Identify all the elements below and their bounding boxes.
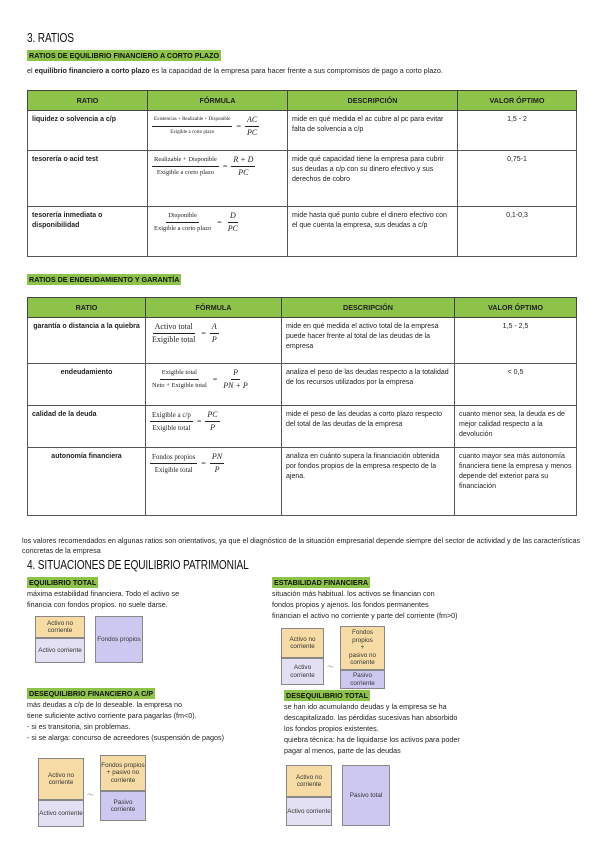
ratio-name: autonomía financiera [28,448,146,516]
ratio-optimal-value: cuanto mayor sea más autonomía financiera tiene la empresa y menos depende del exterior para su financiación [455,448,577,516]
formula-cell: $\frac{\text{Disponible}}{\text{Exigible a corto plazo}}$ = $\frac{D}{PC}$ [148,207,288,257]
ratios-table-short-term [27,90,577,257]
intro-bold: equilibrio financiero a corto plazo [34,66,150,75]
desequilibrio-total-text-2: descapitalizado. las pérdidas sucesivas han absorbido [284,713,458,722]
equilibrio-total-text-2: financia con fondos propios. no suele darse. [27,600,168,609]
formula-cell: $\frac{\text{Exigible total}}{\text{Neto + Exigible total}}$ = $\frac{P}{PN + P}$ [146,364,282,406]
table-header-row [28,91,577,111]
header-optimal-value: VALOR ÓPTIMO [455,298,577,318]
box-activo-corriente: Activo corriente [281,658,324,685]
formula-cell: $\frac{\text{Existencias + Realizable + Disponible}}{\text{Exigible a corto plazo}}$ = $\frac{AC}{PC}$ [148,111,288,151]
box-pasivo-total: Pasivo total [342,765,390,826]
box-activo-no-corriente: Activo no corriente [281,628,324,658]
box-activo-corriente: Activo corriente [286,797,332,826]
ratio-name: garantía o distancia a la quiebra [28,318,146,364]
formula-cell: $\frac{\text{Activo total}}{\text{Exigible total}}$ = $\frac{A}{P}$ [146,318,282,364]
ratio-name: endeudamiento [28,364,146,406]
header-ratio: RATIO [28,298,146,318]
equilibrio-total-text-1: máxima estabilidad financiera. Todo el activo se [27,589,180,598]
ratio-optimal-value: 0,1-0,3 [458,207,577,257]
ratio-description: analiza en cuánto supera la financiación obtenida por fondos propios de la empresa respecto de la ajena. [282,448,455,516]
ratio-optimal-value: < 0,5 [455,364,577,406]
table-header-row [28,298,577,318]
header-description: DESCRIPCIÓN [282,298,455,318]
table-row [28,406,577,448]
table-row [28,151,577,207]
formula-cell: $\frac{\text{Fondos propios}}{\text{Exigible total}}$ = $\frac{PN}{P}$ [146,448,282,516]
header-formula: FÓRMULA [148,91,288,111]
connector-icon: 〜 [87,792,94,799]
estabilidad-text-1: situación más habitual. los activos se financian con [272,589,435,598]
ratio-name: liquidez o solvencia a c/p [28,111,148,151]
heading-desequilibrio-cp: DESEQUILIBRIO FINANCIERO A C/P [29,689,154,698]
ratio-description: analiza el peso de las deudas respecto a la totalidad de los recursos utilizados por la empresa [282,364,455,406]
ratio-description: mide qué capacidad tiene la empresa para cubrir sus deudas a c/p con su dinero efectivo y sus derechos de cobro [288,151,458,207]
box-fondos-propios-pasivo-no-corriente: Fondos propios + pasivo no corriente [100,755,146,791]
section-4-title: 4. SITUACIONES DE EQUILIBRIO PATRIMONIAL [27,557,249,572]
box-activo-corriente: Activo corriente [38,800,84,827]
ratio-description: mide en qué medida el ac cubre al pc para evitar falta de solvencia a c/p [288,111,458,151]
header-formula: FÓRMULA [146,298,282,318]
ratio-name: calidad de la deuda [28,406,146,448]
box-activo-corriente: Activo corriente [35,638,85,663]
table-row [28,448,577,516]
ratio-name: tesorería o acid test [28,151,148,207]
ratio-description: mide el peso de las deudas a corto plazo respecto del total de las deudas de la empresa [282,406,455,448]
ratio-optimal-value: 1,5 - 2 [458,111,577,151]
ratios-table-debt [27,297,577,516]
ratio-description: mide hasta qué punto cubre el dinero efectivo con el que cuenta la empresa, sus deudas a c/p [288,207,458,257]
desequilibrio-cp-text-4: - si se alarga: concurso de acreedores (suspensión de pagos) [27,733,224,742]
intro-text: el equilibrio financiero a corto plazo es la capacidad de la empresa para hacer frente a sus compromisos de pago a corto plazo. [27,66,443,75]
ratio-optimal-value: 0,75-1 [458,151,577,207]
box-pasivo-corriente: Pasivo corriente [100,791,146,821]
formula-cell: $\frac{\text{Realizable + Disponible}}{\text{Exigible a corto plazo}}$ = $\frac{R + D}{PC}$ [148,151,288,207]
table-row [28,318,577,364]
box-activo-no-corriente: Activo no corriente [38,758,84,800]
desequilibrio-total-text-1: se han ido acumulando deudas y la empresa se ha [284,702,447,711]
desequilibrio-total-text-4: quiebra técnica: ha de liquidarse los activos para poder [284,735,460,744]
table-row [28,364,577,406]
formula-cell: $\frac{\text{Exigible a c/p}}{\text{Exigible total}}$ = $\frac{PC}{P}$ [146,406,282,448]
ratio-optimal-value: 1,5 - 2,5 [455,318,577,364]
heading-desequilibrio-total: DESEQUILIBRIO TOTAL [286,691,368,700]
box-pasivo-corriente: Pasivo corriente [340,670,385,689]
box-activo-no-corriente: Activo no corriente [35,616,85,638]
heading-estabilidad-financiera: ESTABILIDAD FINANCIERA [274,578,369,587]
box-activo-no-corriente: Activo no corriente [286,765,332,797]
table-row [28,207,577,257]
header-optimal-value: VALOR ÓPTIMO [458,91,577,111]
header-description: DESCRIPCIÓN [288,91,458,111]
desequilibrio-cp-text-3: - si es transitoria, sin problemas. [27,722,131,731]
box-fondos-propios: Fondos propios [95,616,143,663]
estabilidad-text-3: financian el activo no corriente y parte del corriente (fm>0) [272,611,458,620]
box-fondos-propios-pasivo-no-corriente: Fondos propios + pasivo no corriente [340,626,385,670]
subheading-endeudamiento: RATIOS DE ENDEUDAMIENTO Y GARANTÍA [29,275,180,284]
section-3-title: 3. RATIOS [27,30,74,45]
footnote: los valores recomendados en algunas ratios son orientativos, ya que el diagnóstico de la situación empresarial depende siempre del sector de actividad y de las características concretas de la empresa [22,536,581,555]
subheading-corto-plazo: RATIOS DE EQUILIBRIO FINANCIERO A CORTO PLAZO [29,51,220,60]
heading-equilibrio-total: EQUILIBRIO TOTAL [29,578,97,587]
connector-icon: 〜 [327,664,334,671]
desequilibrio-cp-text-1: más deudas a c/p de lo deseable. la empresa no [27,700,183,709]
estabilidad-text-2: fondos propios y ajenos. los fondos permanentes [272,600,429,609]
desequilibrio-total-text-3: los fondos propios existentes. [284,724,379,733]
ratio-description: mide en qué medida el activo total de la empresa puede hacer frente al total de las deudas de la empresa [282,318,455,364]
header-ratio: RATIO [28,91,148,111]
ratio-name: tesorería inmediata o disponibilidad [28,207,148,257]
table-row [28,111,577,151]
desequilibrio-total-text-5: pagar al menos, parte de las deudas [284,746,401,755]
desequilibrio-cp-text-2: tiene suficiente activo corriente para pagarlas (fm<0). [27,711,197,720]
ratio-optimal-value: cuanto menor sea, la deuda es de mejor calidad respecto a la devolución [455,406,577,448]
